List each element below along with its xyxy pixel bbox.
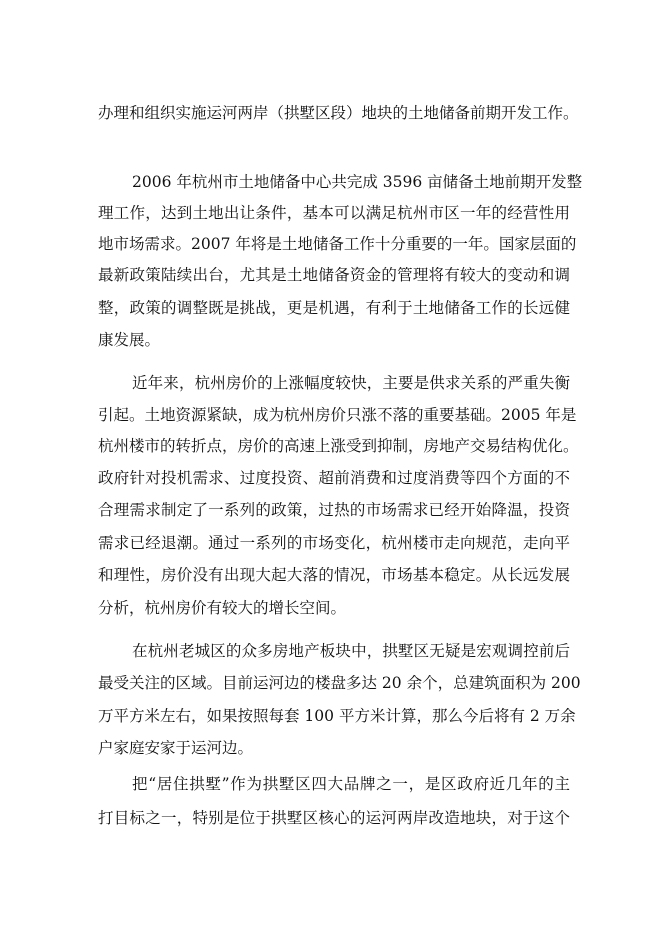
text-line: 户家庭安家于运河边。 bbox=[98, 739, 254, 757]
text-line: 和理性，房价没有出现大起大落的情况，市场基本稳定。从长远发展 bbox=[98, 566, 570, 584]
text-line: 最受关注的区域。目前运河边的楼盘多达 20 余个，总建筑面积为 200 bbox=[98, 674, 581, 692]
text-line: 康发展。 bbox=[98, 331, 161, 349]
paragraph-first-line: 把“居住拱墅”作为拱墅区四大品牌之一，是区政府近几年的主 bbox=[132, 775, 570, 793]
text-line: 地市场需求。2007 年将是土地储备工作十分重要的一年。国家层面的 bbox=[98, 235, 577, 253]
paragraph-first-line: 在杭州老城区的众多房地产板块中，拱墅区无疑是宏观调控前后 bbox=[132, 642, 570, 660]
paragraph-first-line: 2006 年杭州市土地储备中心共完成 3596 亩储备土地前期开发整 bbox=[132, 173, 583, 191]
text-line: 整，政策的调整既是挑战，更是机遇，有利于土地储备工作的长远健 bbox=[98, 299, 570, 317]
paragraph-first-line: 近年来，杭州房价的上涨幅度较快，主要是供求关系的严重失衡 bbox=[132, 374, 570, 392]
text-line: 办理和组织实施运河两岸（拱墅区段）地块的土地储备前期开发工作。 bbox=[98, 104, 579, 122]
text-line: 最新政策陆续出台，尤其是土地储备资金的管理将有较大的变动和调 bbox=[98, 266, 570, 284]
text-line: 分析，杭州房价有较大的增长空间。 bbox=[98, 599, 347, 617]
text-line: 需求已经退潮。通过一系列的市场变化，杭州楼市走向规范，走向平 bbox=[98, 534, 570, 552]
text-line: 打目标之一，特别是位于拱墅区核心的运河两岸改造地块，对于这个 bbox=[98, 809, 570, 827]
text-line: 理工作，达到土地出让条件，基本可以满足杭州市区一年的经营性用 bbox=[98, 204, 570, 222]
text-line: 合理需求制定了一系列的政策，过热的市场需求已经开始降温，投资 bbox=[98, 501, 570, 519]
text-line: 杭州楼市的转折点，房价的高速上涨受到抑制，房地产交易结构优化。 bbox=[98, 437, 579, 455]
text-line: 万平方米左右，如果按照每套 100 平方米计算，那么今后将有 2 万余 bbox=[98, 707, 576, 725]
text-line: 引起。土地资源紧缺，成为杭州房价只涨不落的重要基础。2005 年是 bbox=[98, 406, 577, 424]
text-line: 政府针对投机需求、过度投资、超前消费和过度消费等四个方面的不 bbox=[98, 469, 570, 487]
